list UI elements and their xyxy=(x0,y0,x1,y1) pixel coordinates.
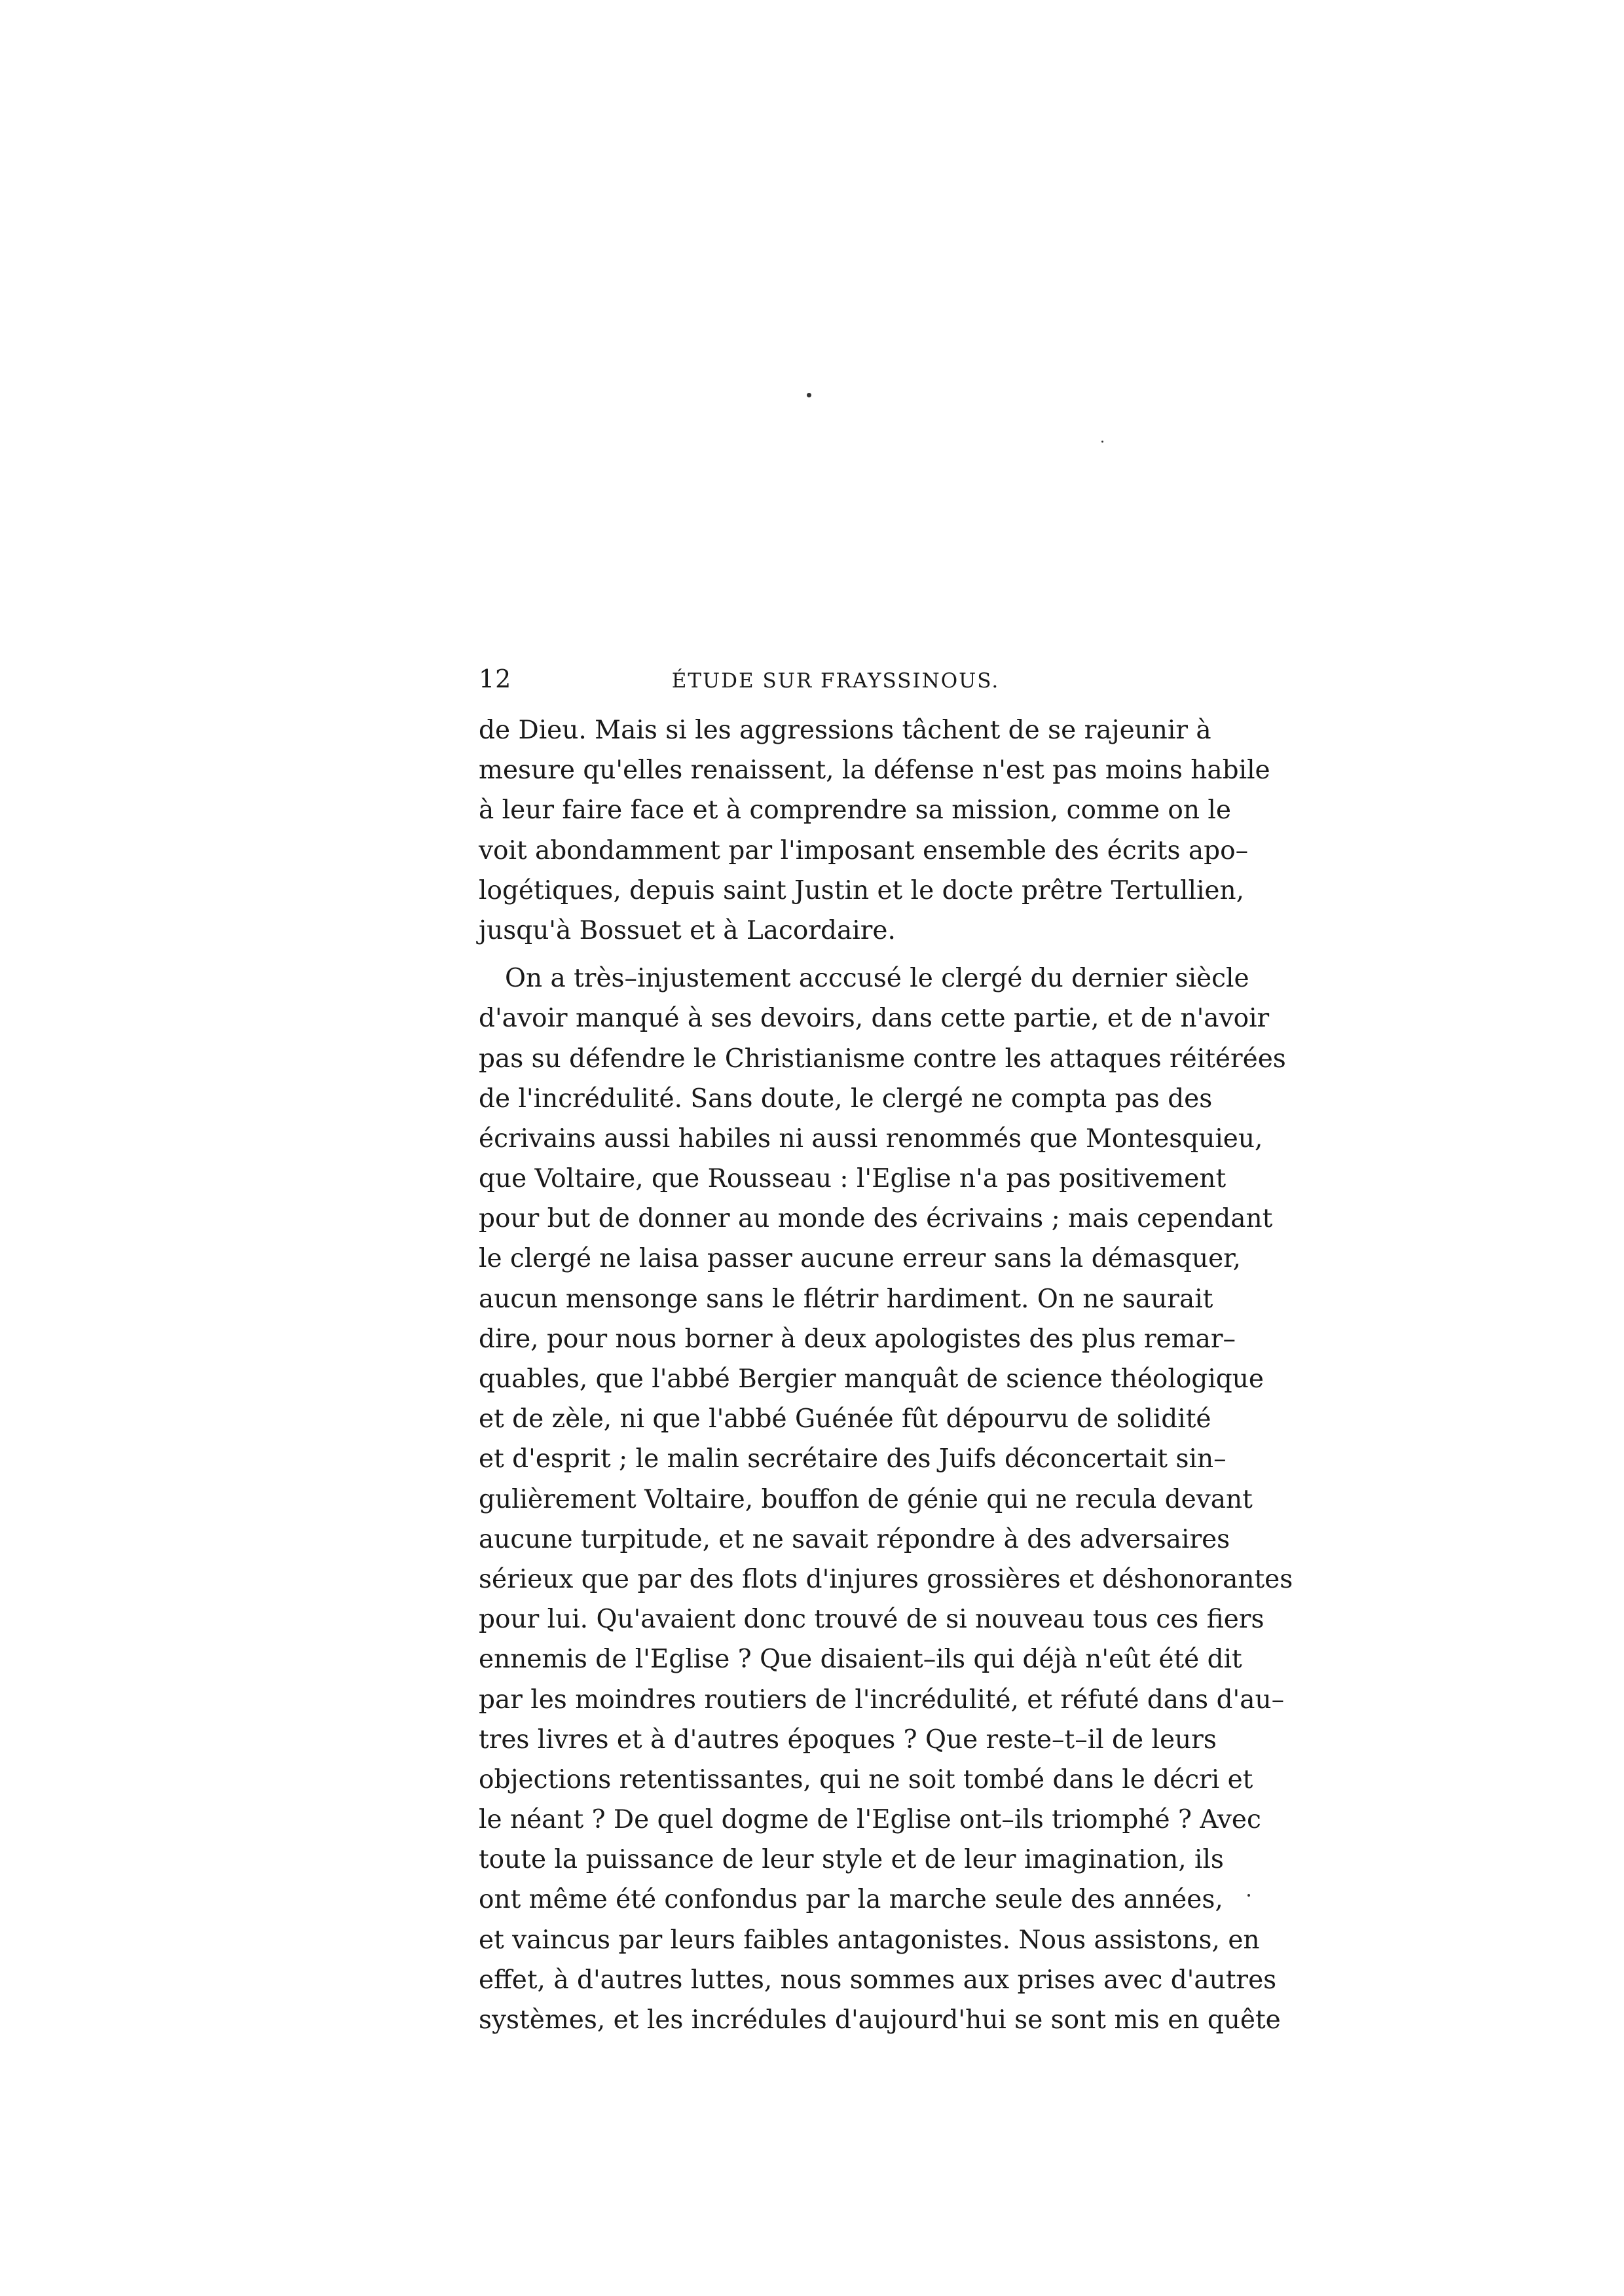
text-line: aucune turpitude, et ne savait répondre à des adversaires xyxy=(479,1524,1230,1554)
text-line: gulièrement Voltaire, bouffon de génie qui ne recula devant xyxy=(479,1484,1253,1514)
paragraph xyxy=(479,958,1293,2040)
text-line: d'avoir manqué à ses devoirs, dans cette partie, et de n'avoir xyxy=(479,1004,1270,1034)
text-line: objections retentissantes, qui ne soit tombé dans le décri et xyxy=(479,1764,1253,1795)
text-line: ont même été confondus par la marche seule des années, xyxy=(479,1885,1223,1915)
text-line: ennemis de l'Eglise ? Que disaient–ils qui déjà n'eût été dit xyxy=(479,1645,1242,1675)
text-line: de l'incrédulité. Sans doute, le clergé ne compta pas des xyxy=(479,1084,1213,1114)
text-line: logétiques, depuis saint Justin et le docte prêtre Tertullien, xyxy=(479,875,1245,905)
text-line: à leur faire face et à comprendre sa mission, comme on le xyxy=(479,795,1231,826)
paragraph-gap xyxy=(479,951,1192,958)
text-line: et de zèle, ni que l'abbé Guénée fût dépourvu de solidité xyxy=(479,1404,1211,1434)
ink-speck xyxy=(1101,441,1103,443)
text-line: que Voltaire, que Rousseau : l'Eglise n'a pas positivement xyxy=(479,1164,1227,1194)
text-line: par les moindres routiers de l'incrédulité, et réfuté dans d'au– xyxy=(479,1685,1285,1715)
ink-speck xyxy=(807,393,811,397)
paragraph xyxy=(479,710,1270,951)
text-line: de Dieu. Mais si les aggressions tâchent de se rajeunir à xyxy=(479,716,1211,745)
text-line: aucun mensonge sans le flétrir hardiment. On ne saurait xyxy=(479,1284,1213,1314)
text-line: pour lui. Qu'avaient donc trouvé de si nouveau tous ces fiers xyxy=(479,1605,1264,1635)
text-line: quables, que l'abbé Bergier manquât de science théologique xyxy=(479,1364,1264,1394)
page-text-block xyxy=(479,665,1293,2040)
text-line: et d'esprit ; le malin secrétaire des Juifs déconcertait sin– xyxy=(479,1444,1227,1474)
text-line: dire, pour nous borner à deux apologistes des plus remar– xyxy=(479,1324,1236,1354)
text-line: On a très–injustement acccusé le clergé du dernier siècle xyxy=(505,964,1249,994)
text-line: le clergé ne laisa passer aucune erreur sans la démasquer, xyxy=(479,1244,1241,1274)
text-line: pas su défendre le Christianisme contre les attaques réitérées xyxy=(479,1044,1286,1074)
text-line: voit abondamment par l'imposant ensemble des écrits apo– xyxy=(479,835,1249,866)
text-line: pour but de donner au monde des écrivains ; mais cependant xyxy=(479,1204,1273,1234)
text-line: tres livres et à d'autres époques ? Que reste–t–il de leurs xyxy=(479,1724,1217,1755)
text-line: le néant ? De quel dogme de l'Eglise ont–ils triomphé ? Avec xyxy=(479,1805,1261,1835)
ink-speck xyxy=(1247,1894,1250,1897)
text-line: systèmes, et les incrédules d'aujourd'hui se sont mis en quête xyxy=(479,2005,1281,2035)
text-line: mesure qu'elles renaissent, la défense n'est pas moins habile xyxy=(479,756,1270,786)
running-title: ÉTUDE SUR FRAYSSINOUS. xyxy=(671,669,1000,693)
text-line: et vaincus par leurs faibles antagonistes. Nous assistons, en xyxy=(479,1925,1260,1955)
text-line: jusqu'à Bossuet et à Lacordaire. xyxy=(479,915,896,945)
text-line: sérieux que par des flots d'injures grossières et déshonorantes xyxy=(479,1564,1293,1594)
text-line: toute la puissance de leur style et de leur imagination, ils xyxy=(479,1845,1224,1875)
text-line: écrivains aussi habiles ni aussi renommés que Montesquieu, xyxy=(479,1123,1263,1154)
running-header xyxy=(479,665,1192,710)
page-number: 12 xyxy=(479,665,512,693)
text-line: effet, à d'autres luttes, nous sommes aux prises avec d'autres xyxy=(479,1965,1277,1995)
